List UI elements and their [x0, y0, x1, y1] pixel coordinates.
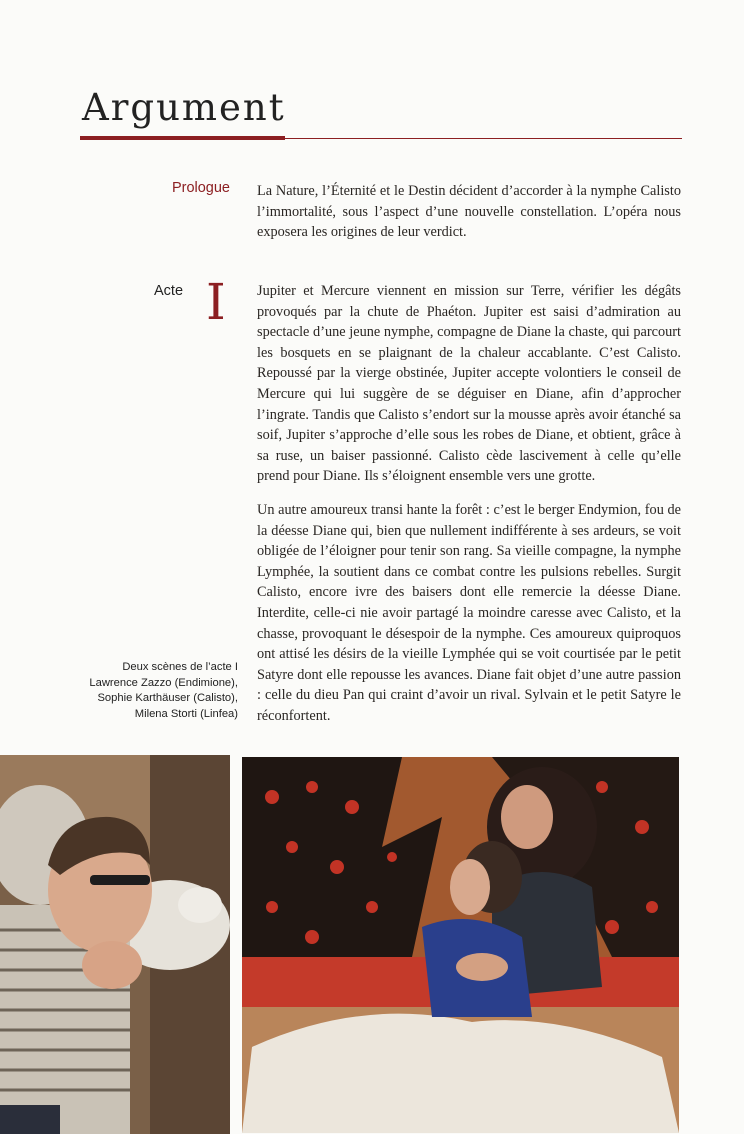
title-rule-line	[285, 138, 682, 139]
caption-line: Lawrence Zazzo (Endimione),	[89, 676, 238, 689]
prologue-text: La Nature, l’Éternité et le Destin décident d’accorder à la nymphe Calisto l’immortalité, sous l’aspect d’une nouvelle constellation. L’opéra nous exposera les origines de leur verdict.	[257, 183, 681, 241]
caption-line: Sophie Karthäuser (Calisto),	[97, 692, 238, 704]
photo-endimione	[0, 755, 230, 1134]
acte-numeral: I	[206, 273, 226, 331]
caption-line: Milena Storti (Linfea)	[134, 707, 238, 720]
acte-paragraph-1: Jupiter et Mercure viennent en mission sur Terre, vérifier les dégâts provoqués par la chute de Phaéton. Jupiter est saisi d’admiration au spectacle d’une jeune nymphe, compagne de Diane la chaste, qui parcourt les bosquets en se plaignant de la chaleur accablante. C’est Calisto. Repoussé par la vierge obstinée, Jupiter accepte volontiers le conseil de Mercure qui lui suggère de se déguiser en Diane, afin d’approcher l’ingrate. Tandis que Calisto s’endort sur la mousse après avoir étanché sa soif, Jupiter s’approche d’elle sous les robes de Diane, et obtient, grâce à sa ruse, un baiser passionné. Calisto cède lascivement à celle qu’elle prend pour Diane. Ils s’éloignent ensemble vers une grotte.	[257, 283, 681, 485]
acte-paragraph-2: Un autre amoureux transi hante la forêt : c’est le berger Endymion, fou de la déesse Diane qui, bien que nullement indifférente à ses ardeurs, se voit obligée de l’éloigner pour tenir son rang. Sa vieille compagne, la nymphe Lymphée, la soutient dans ce combat contre les pulsions rebelles. Surgit Calisto, encore ivre des baisers dont elle remercie la déesse Diane. Interdite, celle-ci nie avoir partagé la moindre caresse avec Calisto, et la chasse, provoquant le désespoir de la nymphe. Ces amoureux quiproquos ont attisé les désirs de la vieille Lymphée qui se voit courtisée par le petit Satyre dont elle repousse les avances. Diane fait objet d’une autre passion : celle du dieu Pan qui craint d’avoir un rival. Sylvain et le petit Satyre le réconfortent.	[257, 502, 681, 724]
page-title: Argument	[82, 86, 286, 129]
caption-line: Deux scènes de l’acte I	[122, 661, 238, 673]
photo-caption	[8, 660, 238, 722]
acte-label: Acte	[154, 283, 184, 299]
photo-calisto-linfea	[242, 757, 679, 1133]
title-rule-accent	[80, 136, 285, 140]
prologue-label: Prologue	[171, 180, 230, 196]
